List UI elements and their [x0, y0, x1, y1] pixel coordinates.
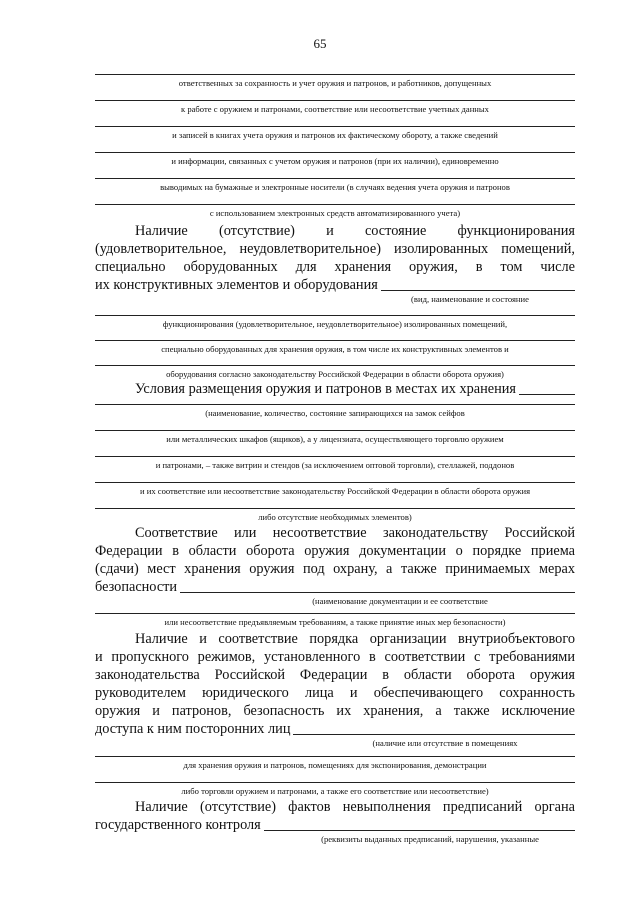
- fill-line: [95, 756, 575, 757]
- fill-line: [95, 126, 575, 127]
- blank-line: [519, 393, 575, 395]
- field-label: безопасности: [95, 579, 178, 595]
- fill-line: [95, 508, 575, 509]
- fill-line: [95, 178, 575, 179]
- fill-line: [95, 782, 575, 783]
- blank-line: [381, 289, 575, 291]
- field-caption: для хранения оружия и патронов, помещениях для экспонирования, демонстрации: [183, 760, 487, 770]
- field-caption: и патронами, – также витрин и стендов (за исключением оптовой торговли), стеллажей, поддонов: [155, 460, 515, 470]
- field-caption: либо торговли оружием и патронами, а также его соответствие или несоответствие): [181, 786, 489, 796]
- field-caption: к работе с оружием и патронами, соответствие или несоответствие учетных данных: [181, 104, 489, 114]
- field-caption: или несоответствие предъявляемым требованиям, а также принятие иных мер безопасности): [164, 617, 506, 627]
- fill-line: [95, 482, 575, 483]
- fill-field: [95, 380, 575, 398]
- field-caption: (реквизиты выданных предписаний, нарушения, указанные: [321, 834, 539, 844]
- fill-line: [95, 430, 575, 431]
- fill-line: [95, 340, 575, 341]
- fill-field: [95, 578, 575, 596]
- field-caption: (наименование, количество, состояние запирающихся на замок сейфов: [205, 408, 465, 418]
- field-caption: (вид, наименование и состояние: [411, 294, 529, 304]
- blank-line: [293, 733, 575, 735]
- field-caption: с использованием электронных средств автоматизированного учета): [209, 208, 461, 218]
- paragraph-line: оружия и патронов, безопасность их хранения, а также исключение: [95, 703, 575, 719]
- paragraph-line: законодательства Российской Федерации в области оборота оружия: [95, 667, 575, 683]
- field-caption: или металлических шкафов (ящиков), а у лицензиата, осуществляющего торговлю оружием: [166, 434, 504, 444]
- fill-line: [95, 74, 575, 75]
- fill-field: [95, 276, 575, 294]
- page-number: 65: [313, 36, 327, 51]
- paragraph-line: специально оборудованных для хранения оружия, в том числе: [95, 259, 575, 275]
- field-caption: выводимых на бумажные и электронные носители (в случаях ведения учета оружия и патронов: [160, 182, 510, 192]
- fill-line: [95, 365, 575, 366]
- field-caption: и записей в книгах учета оружия и патронов их фактическому обороту, а также сведений: [172, 130, 498, 140]
- fill-line: [95, 152, 575, 153]
- fill-line: [95, 456, 575, 457]
- fill-line: [95, 404, 575, 405]
- paragraph-line: и пропускного режимов, установленного в соответствии с требованиями: [95, 649, 575, 665]
- paragraph-line: Федерации в области оборота оружия документации о порядке приема: [95, 543, 575, 559]
- paragraph-line: (удовлетворительное, неудовлетворительное) изолированных помещений,: [95, 241, 575, 257]
- blank-line: [264, 829, 575, 831]
- field-caption: и информации, связанных с учетом оружия и патронов (при их наличии), единовременно: [171, 156, 499, 166]
- field-caption: либо отсутствие необходимых элементов): [258, 512, 412, 522]
- fill-line: [95, 613, 575, 614]
- paragraph-line: Наличие (отсутствие) фактов невыполнения предписаний органа: [135, 799, 575, 815]
- field-label: их конструктивных элементов и оборудования: [95, 277, 378, 293]
- fill-line: [95, 315, 575, 316]
- fill-line: [95, 100, 575, 101]
- field-label: доступа к ним посторонних лиц: [95, 721, 291, 737]
- field-caption: (наименование документации и ее соответствие: [312, 596, 488, 606]
- paragraph-line: руководителем юридического лица и обеспечивающего сохранность: [95, 685, 575, 701]
- field-caption: специально оборудованных для хранения оружия, в том числе их конструктивных элементов и: [161, 344, 509, 354]
- field-caption: (наличие или отсутствие в помещениях: [372, 738, 518, 748]
- blank-line: [180, 591, 575, 593]
- field-label: Условия размещения оружия и патронов в местах их хранения: [135, 381, 516, 397]
- fill-field: [95, 816, 575, 834]
- field-caption: функционирования (удовлетворительное, неудовлетворительное) изолированных помещений,: [162, 319, 508, 329]
- fill-line: [95, 204, 575, 205]
- fill-field: [95, 720, 575, 738]
- paragraph-line: (сдачи) мест хранения оружия под охрану, а также принимаемых мерах: [95, 561, 575, 577]
- paragraph-line: Наличие (отсутствие) и состояние функционирования: [135, 223, 575, 239]
- field-label: государственного контроля: [95, 817, 261, 833]
- field-caption: ответственных за сохранность и учет оружия и патронов, и работников, допущенных: [178, 78, 492, 88]
- paragraph-line: Соответствие или несоответствие законодательству Российской: [135, 525, 575, 541]
- field-caption: оборудования согласно законодательству Российской Федерации в области оборота оружия): [166, 369, 504, 379]
- field-caption: и их соответствие или несоответствие законодательству Российской Федерации в области оборота оружия: [139, 486, 531, 496]
- paragraph-line: Наличие и соответствие порядка организации внутриобъектового: [135, 631, 575, 647]
